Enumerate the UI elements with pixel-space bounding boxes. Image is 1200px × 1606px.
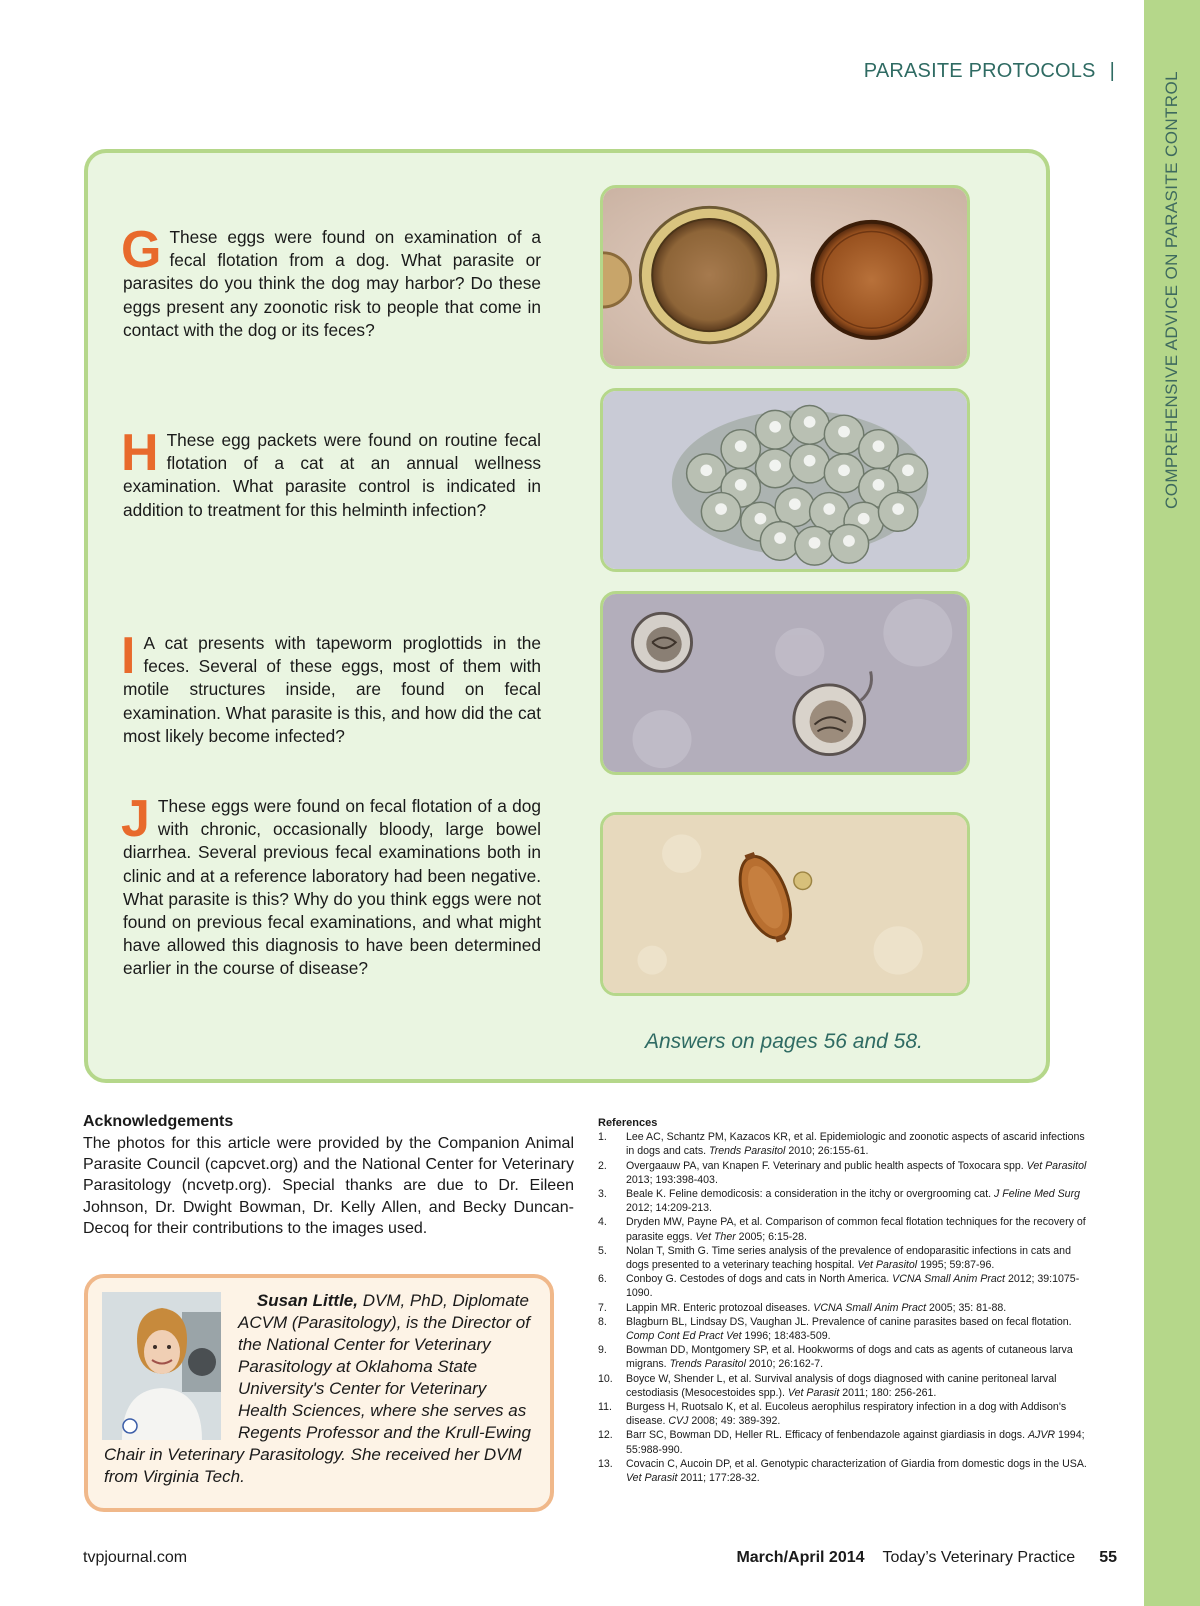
photo-ascarid-eggs (600, 185, 970, 369)
reference-text: Burgess H, Ruotsalo K, et al. Eucoleus aerophilus respiratory infection in a dog with Addison's disease. (626, 1401, 1067, 1428)
photo-whipworm-egg (600, 812, 970, 996)
reference-text: Covacin C, Aucoin DP, et al. Genotypic characterization of Giardia from domestic dogs in the USA. (626, 1457, 1087, 1470)
reference-text: Conboy G. Cestodes of dogs and cats in North America. (626, 1273, 893, 1286)
reference-citation: 2013; 193:398-403. (626, 1173, 718, 1186)
reference-item (598, 1130, 1090, 1158)
reference-journal: VCNA Small Anim Pract (892, 1273, 1005, 1286)
reference-text: Nolan T, Smith G. Time series analysis of the prevalence of endoparasitic infections in cats and dogs presented to a veterinary teaching hospital. (626, 1244, 1071, 1272)
question-h (121, 424, 541, 522)
reference-item (598, 1244, 1090, 1272)
reference-item (598, 1215, 1090, 1243)
reference-citation: 2008; 49: 389-392. (688, 1415, 781, 1428)
reference-item (598, 1428, 1090, 1456)
question-letter: I (121, 627, 136, 685)
reference-citation: 2005; 35: 81-88. (926, 1301, 1007, 1314)
reference-text: Beale K. Feline demodicosis: a consideration in the itchy or overgrooming cat. (626, 1188, 995, 1201)
reference-journal: Vet Parasitol (857, 1259, 918, 1272)
reference-number: 6. (598, 1273, 607, 1286)
header-divider: | (1109, 60, 1115, 82)
photo-egg-packet (600, 388, 970, 572)
reference-journal: Trends Parasitol (669, 1358, 746, 1371)
reference-citation: 1994; 55:988-990. (626, 1429, 1085, 1456)
reference-number: 3. (598, 1188, 607, 1201)
question-letter: H (121, 424, 159, 482)
author-bio (104, 1290, 534, 1488)
reference-number: 5. (598, 1244, 607, 1257)
reference-item (598, 1372, 1090, 1400)
reference-journal: Vet Parasitol (1026, 1159, 1087, 1172)
footer-magazine: Today’s Veterinary Practice (882, 1549, 1076, 1566)
reference-number: 8. (598, 1315, 607, 1328)
reference-citation: 2010; 26:155-61. (785, 1145, 869, 1158)
references-title: References (598, 1117, 658, 1129)
question-j (121, 790, 541, 981)
reference-item (598, 1343, 1090, 1371)
reference-item (598, 1272, 1090, 1300)
question-text: These eggs were found on fecal flotation of a dog with chronic, occasionally bloody, large bowel diarrhea. Several previous fecal examinations both in clinic and at a reference laboratory had been negative. What parasite is this? Why do you think eggs were not found on previous fecal examinations, and what might have allowed this diagnosis to have been determined earlier in the course of disease? (123, 796, 541, 979)
reference-text: Lappin MR. Enteric protozoal diseases. (626, 1301, 814, 1314)
question-text: These eggs were found on examination of a fecal flotation from a dog. What parasite or parasites do you think the dog may harbor? Do these eggs present any zoonotic risk to people that come in contact with the dog or its feces? (123, 227, 541, 340)
reference-citation: 1996; 18:483-509. (741, 1330, 831, 1343)
answers-note: Answers on pages 56 and 58. (645, 1030, 923, 1053)
section-header (864, 60, 1115, 83)
page-number: 55 (1099, 1549, 1117, 1566)
acknowledgements-title: Acknowledgements (83, 1113, 234, 1130)
reference-text: Blagburn BL, Lindsay DS, Vaughan JL. Prevalence of canine parasites based on fecal flotation. (626, 1315, 1072, 1328)
reference-item (598, 1457, 1090, 1485)
reference-number: 13. (598, 1457, 613, 1470)
reference-item (598, 1400, 1090, 1428)
reference-journal: CVJ (668, 1415, 689, 1428)
reference-number: 1. (598, 1131, 607, 1144)
reference-journal: Trends Parasitol (709, 1145, 786, 1158)
reference-item (598, 1187, 1090, 1215)
reference-journal: J Feline Med Surg (994, 1188, 1080, 1201)
reference-journal: Comp Cont Ed Pract Vet (626, 1330, 742, 1343)
author-bio-text: DVM, PhD, Diplomate ACVM (Parasitology), is the Director of the National Center for Veterinary Parasitology at Oklahoma State University's Center for Veterinary Health Sciences, where she serves as Regents Professor and the Krull-Ewing Chair in Veterinary Parasitology. She received her DVM from Virginia Tech. (104, 1291, 531, 1486)
section-title: PARASITE PROTOCOLS (863, 60, 1096, 82)
references (598, 1116, 1090, 1485)
footer-website: tvpjournal.com (83, 1549, 188, 1566)
reference-citation: 2005; 6:15-28. (735, 1230, 808, 1243)
question-g (121, 221, 541, 342)
question-i (121, 627, 541, 748)
question-text: These egg packets were found on routine fecal flotation of a cat at an annual wellness examination. What parasite control is indicated in addition to treatment for this helminth infection? (123, 430, 541, 520)
reference-item (598, 1315, 1090, 1343)
question-letter: J (121, 790, 150, 848)
reference-journal: AJVR (1027, 1429, 1056, 1442)
reference-number: 10. (598, 1372, 613, 1385)
acknowledgements-text: The photos for this article were provided by the Companion Animal Parasite Council (capcvet.org) and the National Center for Veterinary Parasitology (ncvetp.org). Special thanks are due to Dr. Eileen Johnson, Dr. Dwight Bowman, Dr. Kelly Allen, and Becky Duncan-Decoq for their contributions to the images used. (83, 1135, 574, 1237)
photo-tapeworm-eggs (600, 591, 970, 775)
footer-date: March/April 2014 (736, 1549, 865, 1566)
question-text: A cat presents with tapeworm proglottids in the feces. Several of these eggs, most of them with motile structures inside, are found on fecal examination. What parasite is this, and how did the cat most likely become infected? (123, 633, 541, 746)
reference-citation: 1995; 59:87-96. (917, 1259, 995, 1272)
reference-text: Overgaauw PA, van Knapen F. Veterinary and public health aspects of Toxocara spp. (626, 1159, 1027, 1172)
reference-number: 11. (598, 1401, 612, 1414)
reference-number: 7. (598, 1301, 607, 1314)
reference-citation: 2011; 180: 256-261. (839, 1386, 937, 1399)
reference-journal: Vet Parasit (626, 1472, 678, 1485)
reference-text: Boyce W, Shender L, et al. Survival analysis of dogs diagnosed with canine peritoneal larval cestodiasis (Mesocestoides spp.). (626, 1372, 1057, 1399)
reference-text: Bowman DD, Montgomery SP, et al. Hookworms of dogs and cats as agents of cutaneous larva migrans. (626, 1344, 1073, 1371)
reference-number: 9. (598, 1344, 607, 1357)
question-letter: G (121, 221, 162, 279)
reference-text: Lee AC, Schantz PM, Kazacos KR, et al. Epidemiologic and zoonotic aspects of ascarid infections in dogs and cats. (626, 1131, 1085, 1158)
references-list (598, 1130, 1090, 1485)
reference-citation: 2012; 14:209-213. (626, 1202, 713, 1215)
reference-journal: VCNA Small Anim Pract (813, 1301, 927, 1314)
reference-citation: 2011; 177:28-32. (677, 1472, 760, 1485)
reference-item (598, 1159, 1090, 1187)
reference-journal: Vet Ther (695, 1230, 736, 1243)
reference-item (598, 1301, 1090, 1315)
reference-text: Barr SC, Bowman DD, Heller RL. Efficacy of fenbendazole against giardiasis in dogs. (626, 1429, 1028, 1442)
reference-citation: 2010; 26:162-7. (745, 1358, 824, 1371)
reference-number: 2. (598, 1159, 607, 1172)
reference-journal: Vet Parasit (787, 1386, 840, 1399)
footer-publication (736, 1549, 1117, 1567)
sidebar-tagline: COMPREHENSIVE ADVICE ON PARASITE CONTROL (1162, 71, 1181, 509)
reference-number: 4. (598, 1216, 607, 1229)
reference-citation: 2012; 39:1075-1090. (626, 1273, 1080, 1300)
reference-number: 12. (598, 1429, 613, 1442)
reference-text: Dryden MW, Payne PA, et al. Comparison of common fecal flotation techniques for the recovery of parasite eggs. (626, 1216, 1086, 1243)
author-name: Susan Little, (256, 1291, 358, 1310)
